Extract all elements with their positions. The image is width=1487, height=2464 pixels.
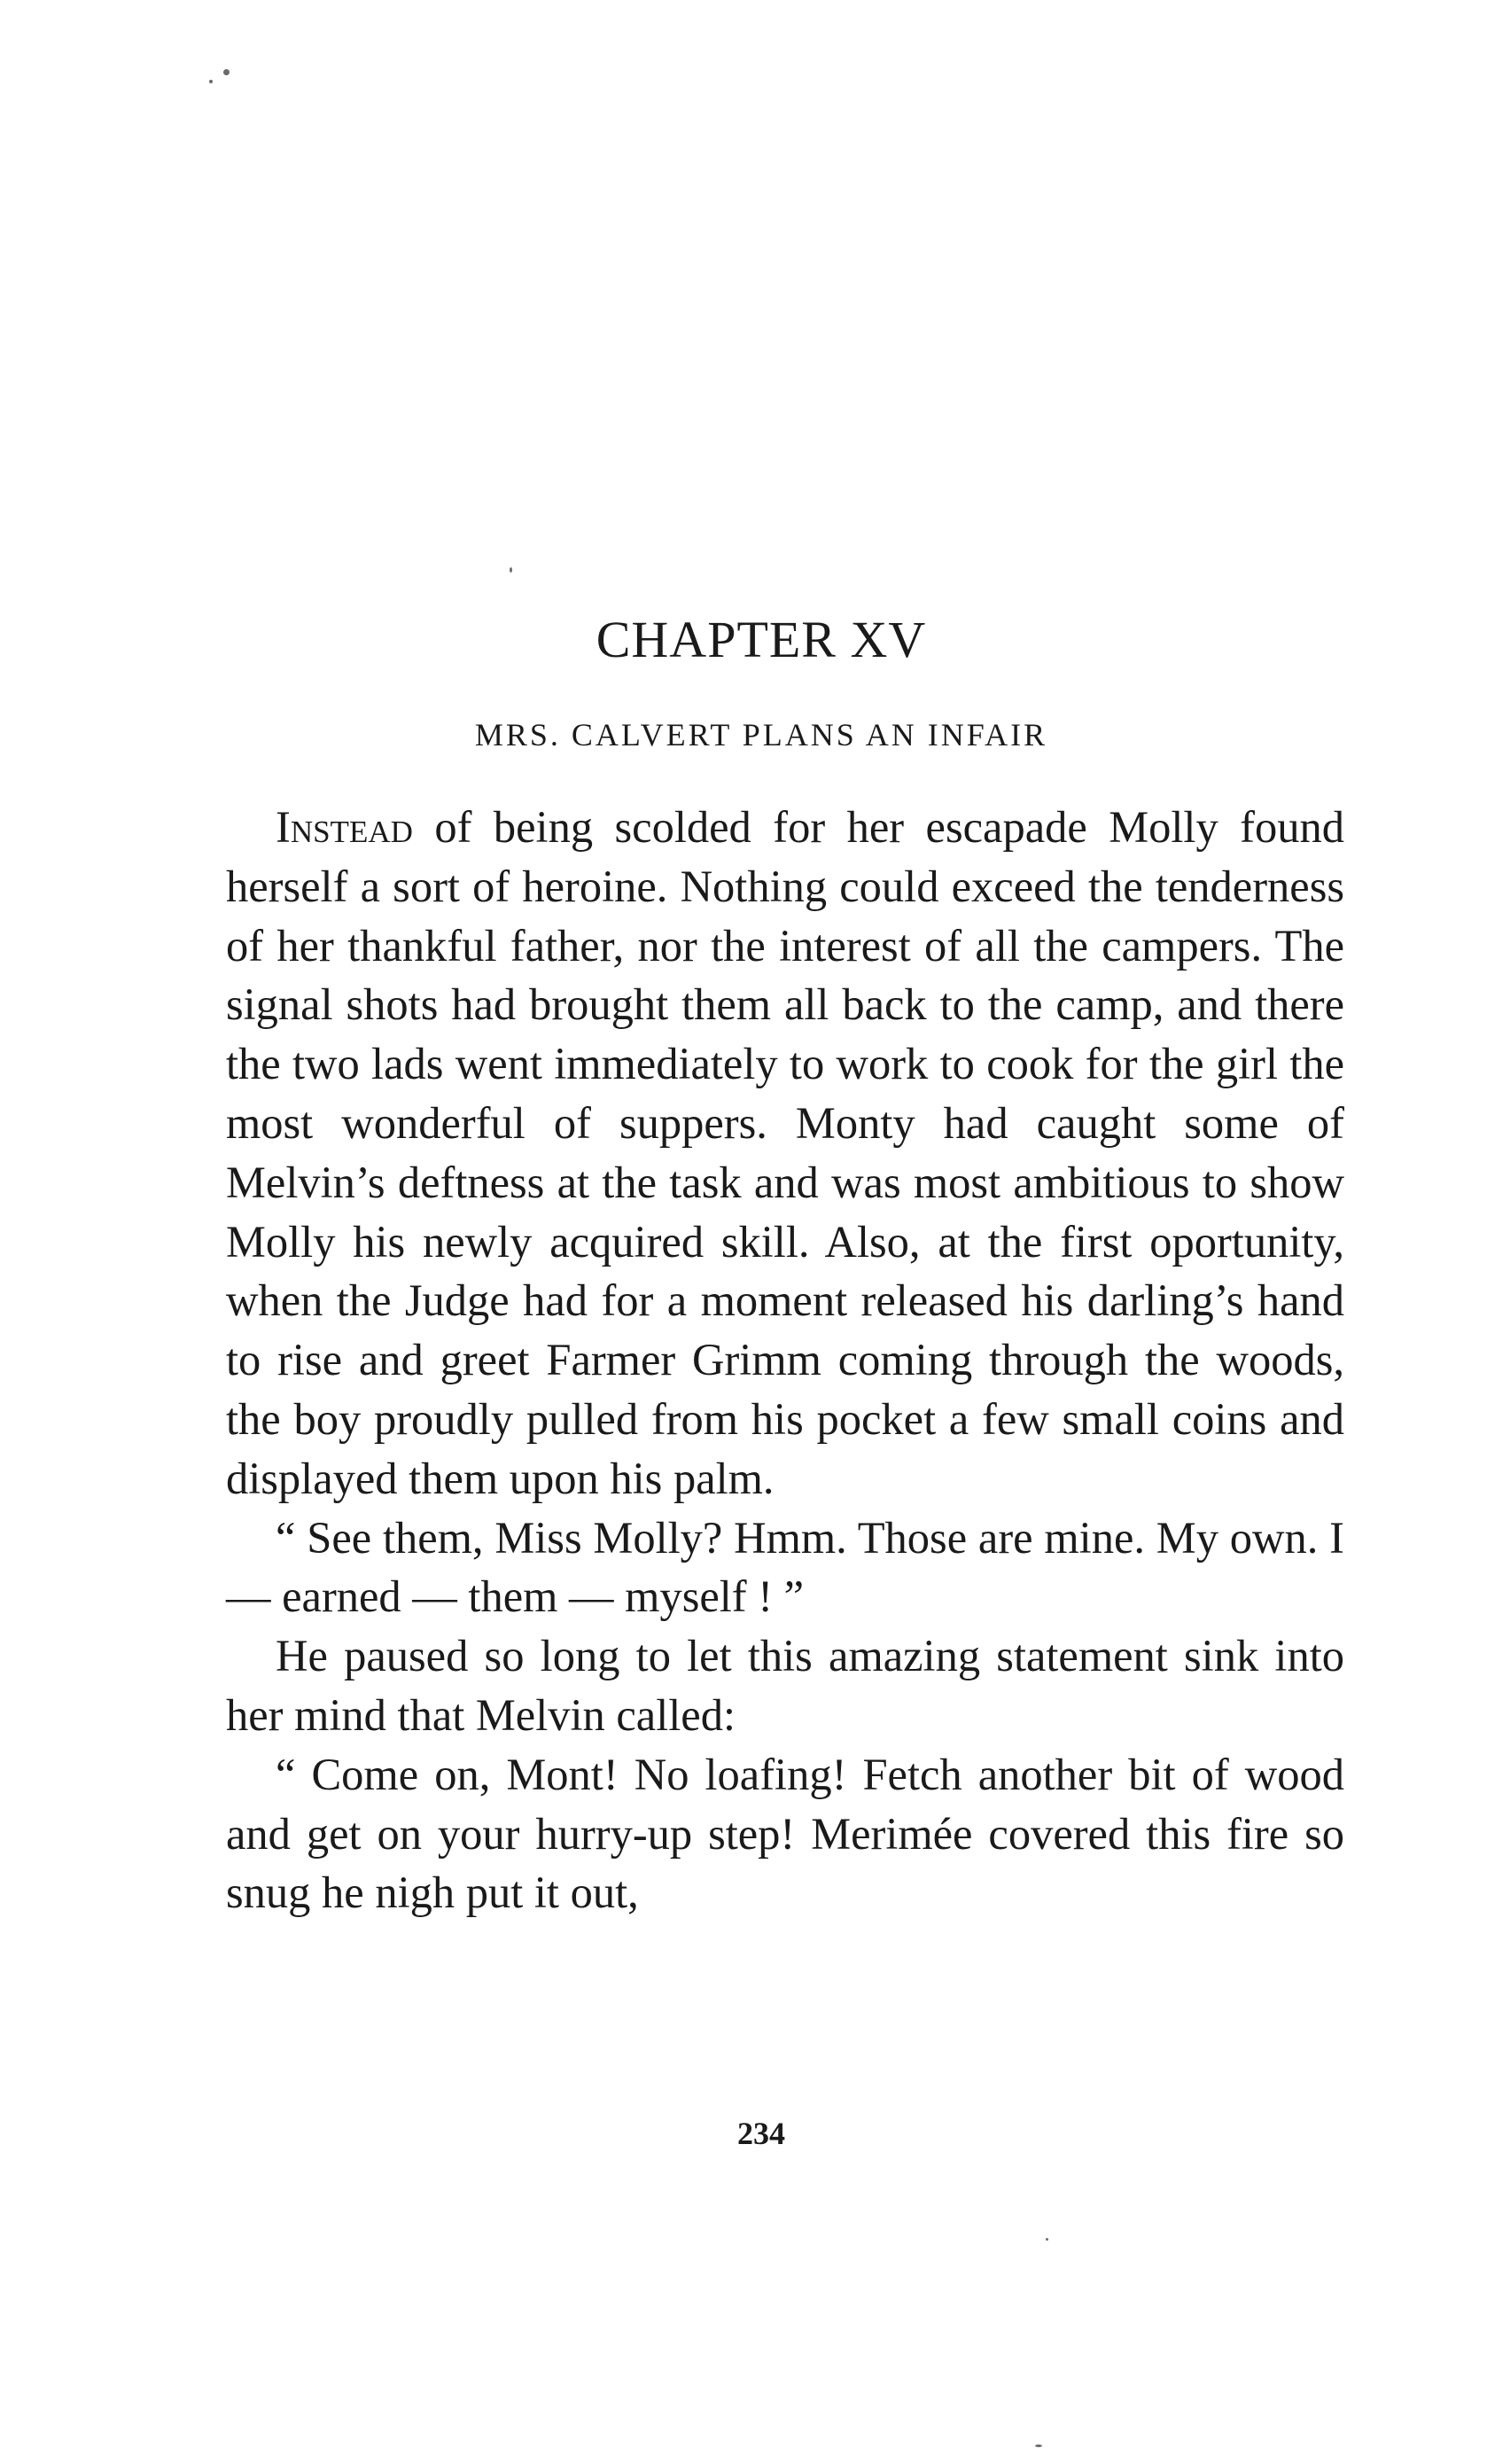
- paragraph-text: of being scolded for her escapade Molly found herself a sort of heroine. Nothing could exceed the tenderness of her thankful father, nor the interest of all the campers. The signal shots had brought them all back to the camp, and there the two lads went immediately to work to cook for the girl the most wonderful of suppers. Monty had caught some of Melvin’s deftness at the task and was most ambitious to show Molly his newly acquired skill. Also, at the first oportunity, when the Judge had for a moment released his darling’s hand to rise and greet Farmer Grimm coming through the woods, the boy proudly pulled from his pocket a few small coins and displayed them upon his palm.: [226, 802, 1344, 1503]
- scan-speck: [1046, 2238, 1048, 2241]
- chapter-title: CHAPTER XV: [596, 611, 927, 668]
- scan-speck: [510, 567, 512, 573]
- paragraph: He paused so long to let this amazing statement sink into her mind that Melvin called:: [226, 1631, 1344, 1740]
- scan-speck: [209, 80, 213, 83]
- paragraph: “ See them, Miss Molly? Hmm. Those are mine. My own. I — earned — them — myself ! ”: [226, 1512, 1344, 1622]
- body-text: [226, 798, 1344, 1922]
- page-number: 234: [737, 2116, 785, 2151]
- chapter-subtitle: MRS. CALVERT PLANS AN INFAIR: [474, 717, 1048, 752]
- paragraph-lead-word: Instead: [276, 802, 413, 852]
- scan-speck: [1035, 2445, 1042, 2447]
- scan-speck: [223, 69, 230, 75]
- paragraph: [226, 798, 1344, 1509]
- paragraph: “ Come on, Mont! No loafing! Fetch another bit of wood and get on your hurry-up step! Merimée covered this fire so snug he nigh put it out,: [226, 1749, 1344, 1918]
